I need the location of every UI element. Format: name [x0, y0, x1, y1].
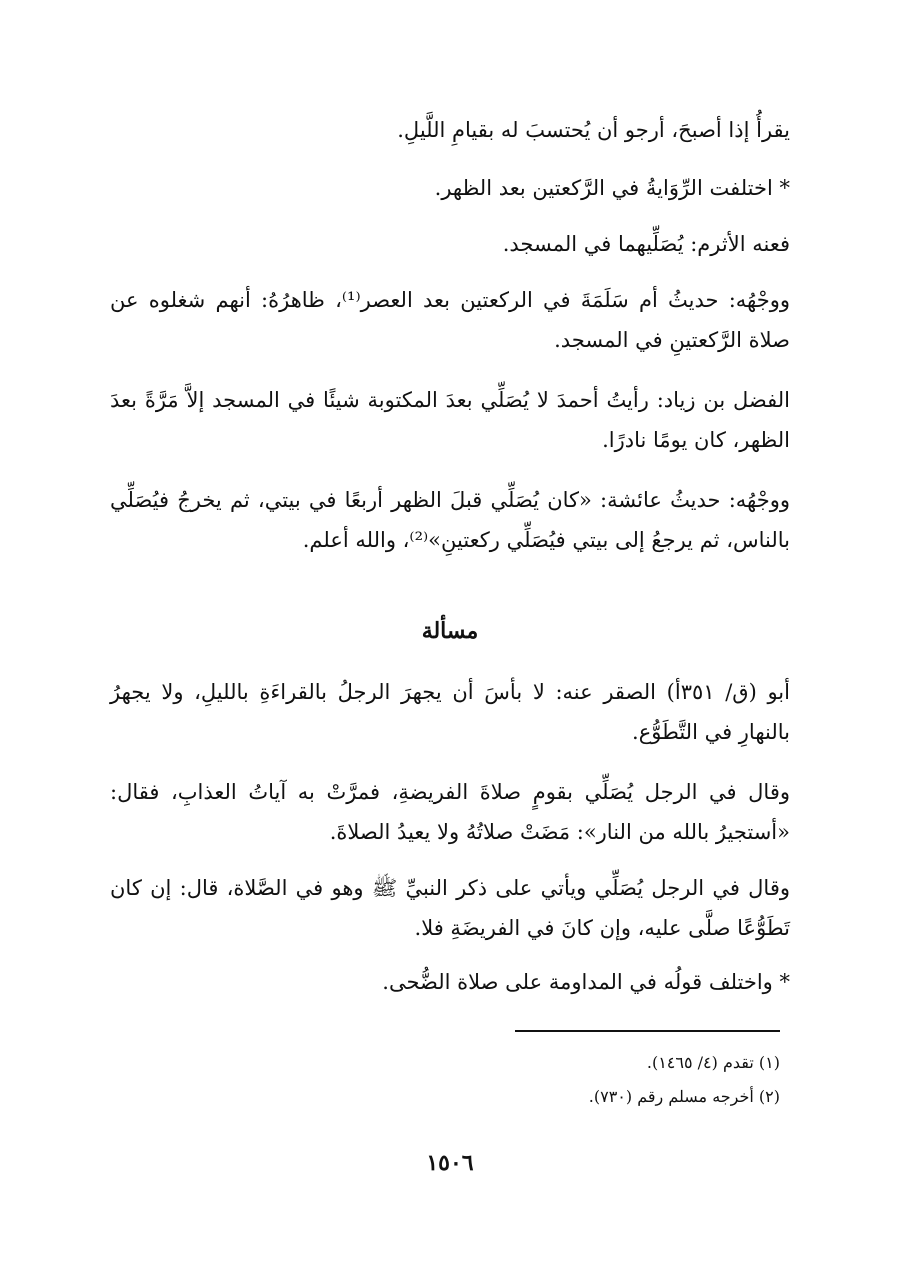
paragraph-6: ووجْهُه: حديثُ عائشة: «كان يُصَلِّي قبلَ الظهر أربعًا في بيتي، ثم يخرجُ فيُصَلِّي بالناس، ثم يرجعُ إلى بيتي فيُصَلِّي ركعتينِ»⁽²⁾، والله أعلم.: [110, 488, 790, 552]
paragraph-9: وقال في الرجل يُصَلِّي ويأتي على ذكر النبيِّ ﷺ وهو في الصَّلاة، قال: إن كان تَطَوُّعًا صلَّى عليه، وإن كانَ في الفريضَةِ فلا.: [110, 876, 790, 940]
paragraph-4: ووجْهُه: حديثُ أم سَلَمَةَ في الركعتين بعد العصر⁽¹⁾، ظاهرُهُ: أنهم شغلوه عن صلاة الرَّكعتينِ في المسجد.: [110, 288, 790, 352]
footnote-2: (٢) أخرجه مسلم رقم (٧٣٠).: [588, 1087, 780, 1106]
footnote-separator: [515, 1030, 780, 1032]
section-heading: مسألة: [421, 618, 479, 644]
paragraph-8: وقال في الرجل يُصَلِّي بقومٍ صلاةَ الفريضةِ، فمرَّتْ به آياتُ العذابِ، فقال: «أستجيرُ بالله من النار»: مَضَتْ صلاتُهُ ولا يعيدُ الصلاةَ.: [110, 780, 790, 844]
paragraph-10: * واختلف قولُه في المداومة على صلاة الضُّحى.: [382, 970, 790, 994]
footnote-1: (١) تقدم (٤/ ١٤٦٥).: [646, 1053, 780, 1072]
paragraph-5: الفضل بن زياد: رأيتُ أحمدَ لا يُصَلِّي بعدَ المكتوبة شيئًا في المسجد إلاَّ مَرَّةً بعدَ الظهر، كان يومًا نادرًا.: [110, 388, 790, 452]
paragraph-1: يقرأُ إذا أصبحَ، أرجو أن يُحتسبَ له بقيامِ اللَّيلِ.: [397, 118, 790, 142]
paragraph-3: فعنه الأثرم: يُصَلِّيهما في المسجد.: [502, 232, 790, 256]
page-number: ١٥٠٦: [426, 1150, 474, 1176]
paragraph-2: * اختلفت الرِّوَايةُ في الرَّكعتين بعد الظهر.: [434, 176, 790, 200]
paragraph-7: أبو (ق/ ٣٥١أ) الصقر عنه: لا بأسَ أن يجهرَ الرجلُ بالقراءَةِ بالليلِ، ولا يجهرُ بالنهارِ في التَّطَوُّع.: [110, 680, 790, 744]
